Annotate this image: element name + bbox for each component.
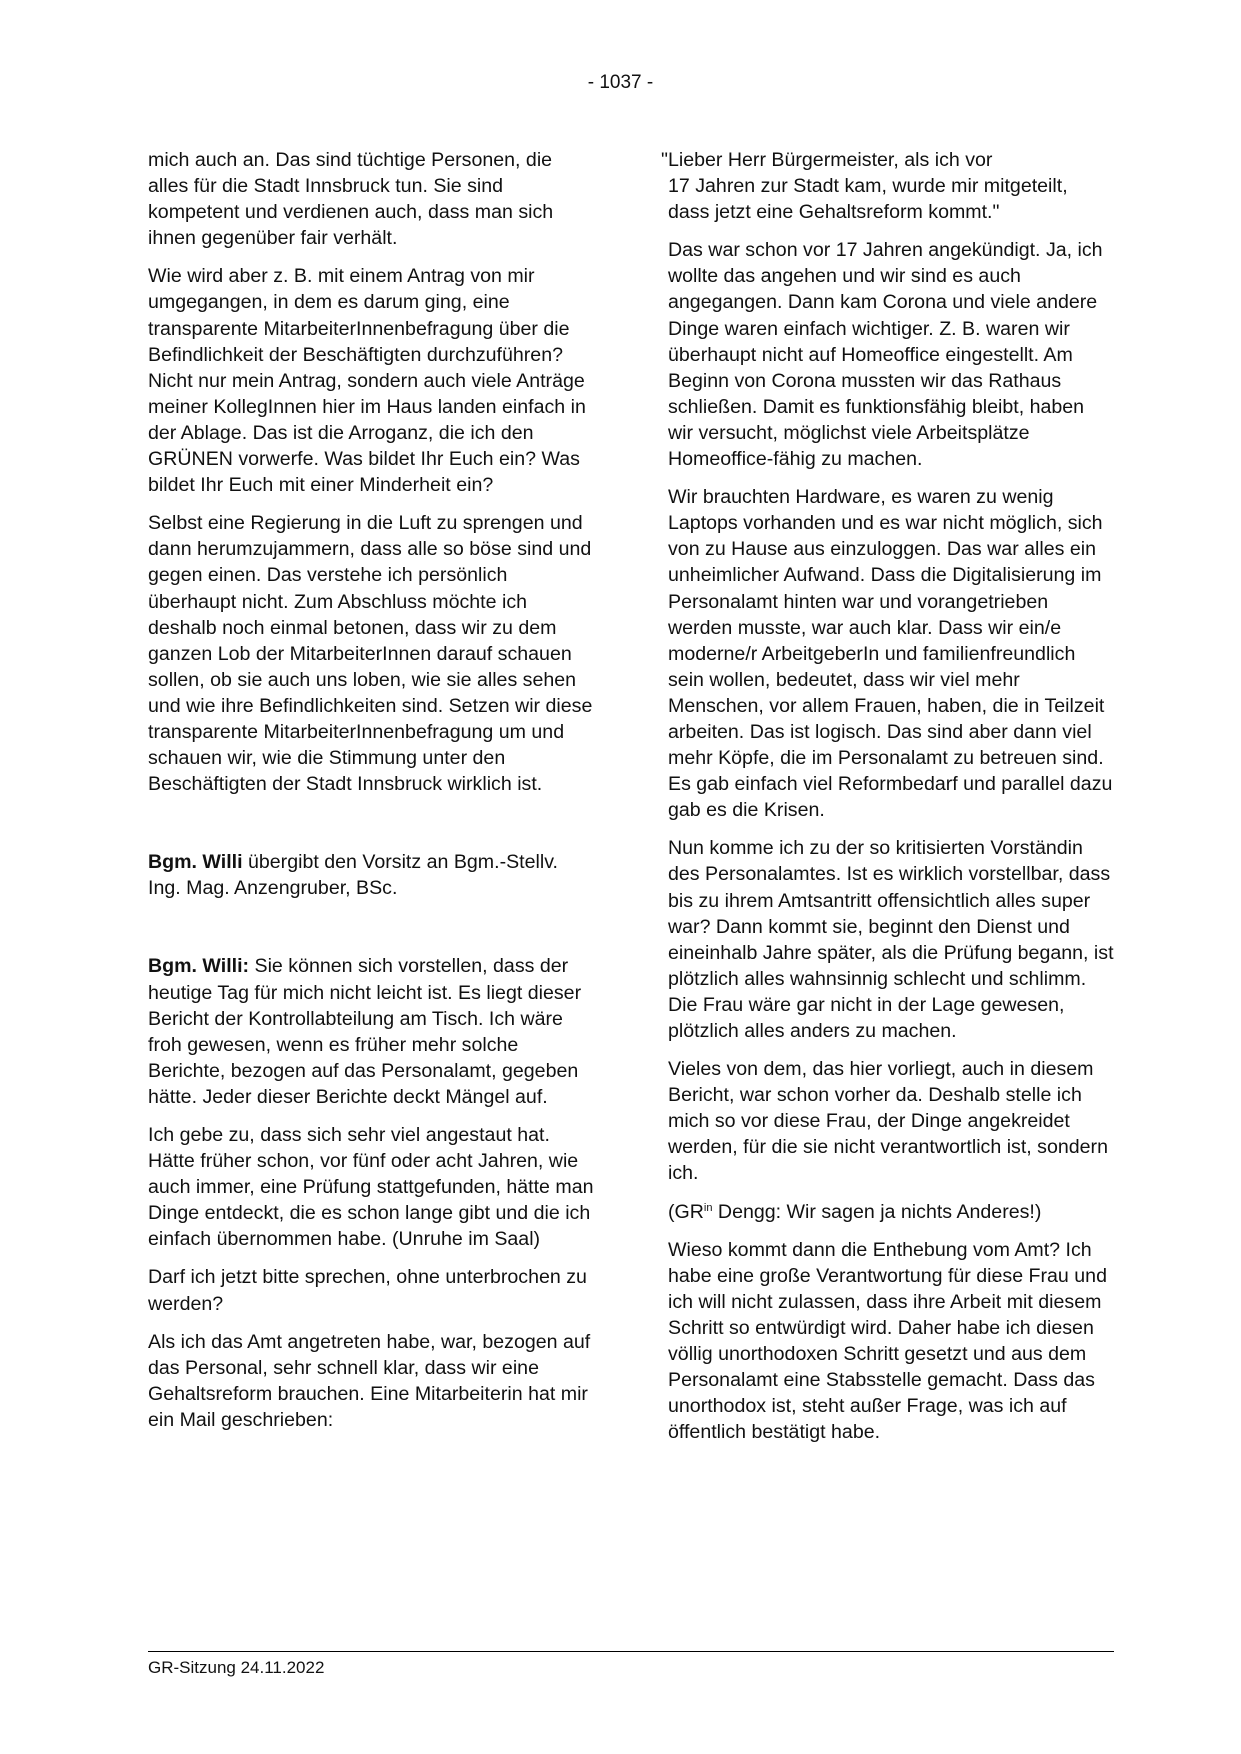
paragraph: Darf ich jetzt bitte sprechen, ohne unterbrochen zu werden? <box>148 1266 587 1315</box>
paragraph: Ich gebe zu, dass sich sehr viel angestaut hat. Hätte früher schon, vor fünf oder acht Jahren, wie auch immer, eine Prüfung stattgefunden, hätte man Dinge entdeckt, die es schon lange gibt und die ich einfach übernommen habe. (Unruhe im Saal) <box>148 1124 594 1251</box>
paragraph: Wie wird aber z. B. mit einem Antrag von mir umgegangen, in dem es darum ging, eine transparente MitarbeiterInnenbefragung über die Befindlichkeit der Beschäftigten durchzuführen? Nicht nur mein Antrag, sondern auch viele Anträge meiner KollegInnen hier im Haus landen einfach in der Ablage. Das ist die Arroganz, die ich den GRÜNEN vorwerfe. Was bildet Ihr Euch ein? Was bildet Ihr Euch mit einer Minderheit ein? <box>148 265 586 497</box>
interjection-superscript: in <box>703 1201 713 1214</box>
speaker-name: Bgm. Willi <box>148 851 243 874</box>
chair-handover-note <box>148 849 596 901</box>
interjection <box>668 1199 1114 1225</box>
speaker-name: Bgm. Willi: <box>148 955 250 978</box>
speech-text: Sie können sich vorstellen, dass der heutige Tag für mich nicht leicht ist. Es liegt dieser Bericht der Kontrollabteilung am Tisch. Ich wäre froh gewesen, wenn es früher mehr solche Berichte, bezogen auf das Personalamt, gegeben hätte. Jeder dieser Berichte deckt Mängel auf. <box>148 955 582 1108</box>
paragraph: Wir brauchten Hardware, es waren zu wenig Laptops vorhanden und es war nicht möglich, sich von zu Hause aus einzuloggen. Das war alles ein unheimlicher Aufwand. Dass die Digitalisierung im Personalamt hinten war und vorangetrieben werden musste, war auch klar. Dass wir ein/e moderne/r ArbeitgeberIn und familienfreundlich sein wollen, bedeutet, dass wir viel mehr Menschen, vor allem Frauen, haben, die in Teilzeit arbeiten. Das ist logisch. Das sind aber dann viel mehr Köpfe, die im Personalamt zu betreuen sind. Es gab einfach viel Reformbedarf und parallel dazu gab es die Krisen. <box>668 486 1113 822</box>
paragraph: Das war schon vor 17 Jahren angekündigt. Ja, ich wollte das angehen und wir sind es auch angegangen. Dann kam Corona und viele andere Dinge waren einfach wichtiger. Z. B. waren wir überhaupt nicht auf Homeoffice eingestellt. Am Beginn von Corona mussten wir das Rathaus schließen. Damit es funktionsfähig bleibt, haben wir versucht, möglichst viele Arbeitsplätze Homeoffice-fähig zu machen. <box>668 239 1103 471</box>
handover-text: übergibt den Vorsitz an Bgm.-Stellv. Ing. Mag. Anzengruber, BSc. <box>148 851 559 900</box>
quote-rest: 17 Jahren zur Stadt kam, wurde mir mitgeteilt, dass jetzt eine Gehaltsreform kommt." <box>668 175 1068 224</box>
speech-paragraph <box>148 953 596 1110</box>
paragraph: Wieso kommt dann die Enthebung vom Amt? Ich habe eine große Verantwortung für diese Frau und ich will nicht zulassen, dass ihre Arbeit mit diesem Schritt so entwürdigt wird. Daher habe ich diesen völlig unorthodoxen Schritt gesetzt und aus dem Personalamt eine Stabsstelle gemacht. Dass das unorthodox ist, steht außer Frage, was ich auf öffentlich bestätigt habe. <box>668 1238 1107 1444</box>
footer-session-date: GR-Sitzung 24.11.2022 <box>148 1658 325 1677</box>
paragraph: mich auch an. Das sind tüchtige Personen, die alles für die Stadt Innsbruck tun. Sie sind kompetent und verdienen auch, dass man sich ihnen gegenüber fair verhält. <box>148 149 554 250</box>
page-number: - 1037 - <box>587 72 654 93</box>
quote-first-line: "Lieber Herr Bürgermeister, als ich vor <box>661 149 993 171</box>
paragraph: Als ich das Amt angetreten habe, war, bezogen auf das Personal, sehr schnell klar, dass wir eine Gehaltsreform brauchen. Eine Mitarbeiterin hat mir ein Mail geschrieben: <box>148 1330 591 1431</box>
paragraph: Nun komme ich zu der so kritisierten Vorständin des Personalamtes. Ist es wirklich vorstellbar, dass bis zu ihrem Amtsantritt offensichtlich alles super war? Dann kommt sie, beginnt den Dienst und eineinhalb Jahre später, als die Prüfung begann, ist plötzlich alles wahnsinnig schlecht und schlimm. Die Frau wäre gar nicht in der Lage gewesen, plötzlich alles anders zu machen. <box>668 837 1114 1042</box>
interjection-start: (GR <box>668 1200 704 1223</box>
email-quote <box>661 147 1114 225</box>
right-column <box>661 147 1114 1457</box>
left-column <box>148 147 596 1445</box>
paragraph: Vieles von dem, das hier vorliegt, auch in diesem Bericht, war schon vorher da. Deshalb stelle ich mich so vor diese Frau, der Dinge angekreidet werden, für die sie nicht verantwortlich ist, sondern ich. <box>668 1058 1108 1185</box>
paragraph: Selbst eine Regierung in die Luft zu sprengen und dann herumzujammern, dass alle so böse sind und gegen einen. Das verstehe ich persönlich überhaupt nicht. Zum Abschluss möchte ich deshalb noch einmal betonen, dass wir zu dem ganzen Lob der MitarbeiterInnen darauf schauen sollen, ob sie auch uns loben, wie sie alles sehen und wie ihre Befindlichkeiten sind. Setzen wir diese transparente MitarbeiterInnenbefragung um und schauen wir, wie die Stimmung unter den Beschäftigten der Stadt Innsbruck wirklich ist. <box>148 512 593 796</box>
footer-rule <box>148 1651 1114 1652</box>
interjection-end: Dengg: Wir sagen ja nichts Anderes!) <box>712 1200 1042 1223</box>
